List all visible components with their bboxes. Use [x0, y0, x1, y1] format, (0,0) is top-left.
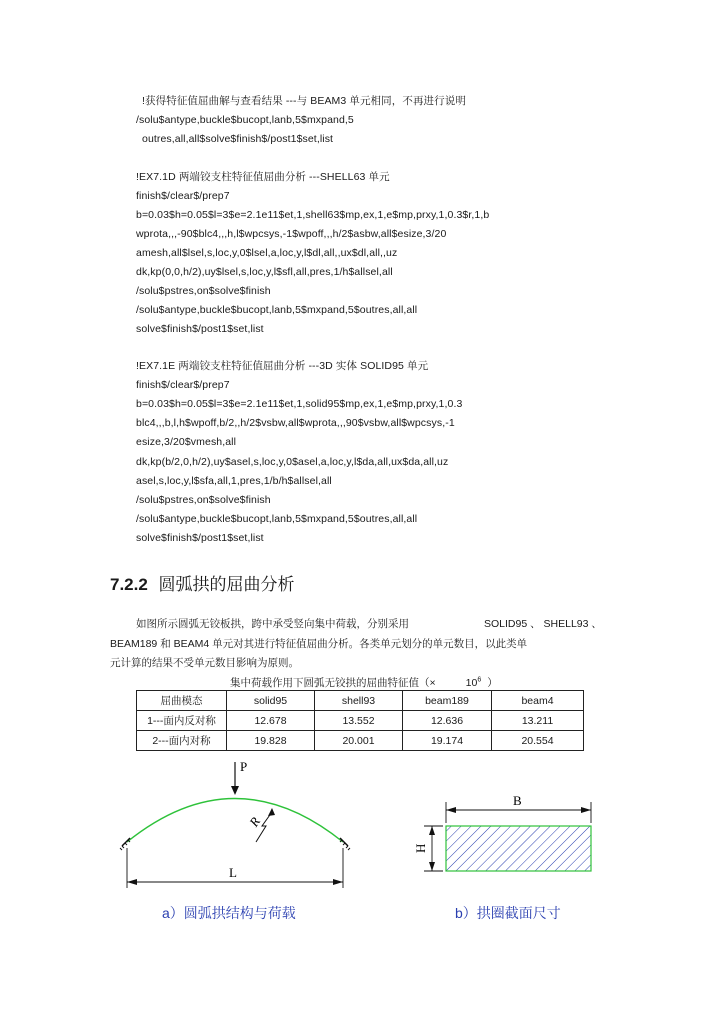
code-line: wprota,,,-90$blc4,,,h,l$wpcsys,-1$wpoff,,,h/2$asbw,all$esize,3/20 [136, 228, 447, 240]
height-arrow-bottom [429, 862, 435, 871]
paragraph-line: 元计算的结果不受单元数目影响为原则。 [110, 657, 299, 669]
label-r: R [246, 814, 264, 830]
table-cell: 20.554 [492, 731, 584, 751]
code-line: amesh,all$lsel,s,loc,y,0$lsel,a,loc,y,l$dl,all,,ux$dl,all,,uz [136, 247, 398, 259]
section-heading [110, 570, 295, 595]
table-header-row [137, 691, 584, 711]
code-line: finish$/clear$/prep7 [136, 379, 230, 391]
load-arrowhead [231, 786, 239, 795]
code-line: /solu$pstres,on$solve$finish [136, 494, 271, 506]
section-number: 7.2.2 [110, 575, 148, 594]
code-line: solve$finish$/post1$set,list [136, 532, 264, 544]
table-header: beam4 [492, 691, 584, 711]
code-line: /solu$antype,buckle$bucopt,lanb,5$mxpand,5$outres,all,all [136, 304, 418, 316]
table-cell: 19.828 [227, 731, 315, 751]
table-header: beam189 [403, 691, 492, 711]
table-cell: 19.174 [403, 731, 492, 751]
arch-curve [127, 799, 343, 843]
paragraph-line: 如图所示圆弧无铰板拱，跨中承受竖向集中荷载，分别采用 [136, 618, 409, 630]
code-line: outres,all,all$solve$finish$/post1$set,list [142, 133, 334, 145]
radius-arrowhead [268, 808, 275, 816]
label-l: L [229, 865, 237, 880]
table-header: solid95 [227, 691, 315, 711]
code-line: esize,3/20$vmesh,all [136, 436, 237, 448]
code-line: /solu$antype,buckle$bucopt,lanb,5$mxpand,5$outres,all,all [136, 513, 418, 525]
code-line: dk,kp(b/2,0,h/2),uy$asel,s,loc,y,0$asel,a,loc,y,l$da,all,ux$da,all,uz [136, 456, 449, 468]
label-h: H [413, 843, 428, 853]
figure-caption-b: b）拱圈截面尺寸 [455, 905, 561, 921]
section-title: 圆弧拱的屈曲分析 [158, 575, 295, 594]
table-caption: 集中荷载作用下圆弧无铰拱的屈曲特征值（× $10^6$ ） [230, 676, 498, 689]
code-line: /solu$pstres,on$solve$finish [136, 285, 271, 297]
table-header: 屈曲模态 [137, 691, 227, 711]
table-cell: 13.211 [492, 711, 584, 731]
code-line: blc4,,,b,l,h$wpoff,b/2,,h/2$vsbw,all$wprota,,,90$vsbw,all$wpcsys,-1 [136, 417, 455, 429]
table-cell: 2---面内对称 [137, 731, 227, 751]
section-rect [446, 826, 591, 871]
table-header: shell93 [315, 691, 403, 711]
code-line: !获得特征值屈曲解与查看结果 ---与 BEAM3 单元相同，不再进行说明 [142, 95, 466, 107]
code-line: !EX7.1E 两端铰支柱特征值屈曲分析 ---3D 实体 SOLID95 单元 [136, 360, 429, 372]
table-cell: 12.636 [403, 711, 492, 731]
span-arrow-left [127, 879, 137, 885]
span-arrow-right [333, 879, 343, 885]
table-cell: 1---面内反对称 [137, 711, 227, 731]
table-cell: 13.552 [315, 711, 403, 731]
height-arrow-top [429, 826, 435, 835]
code-line: b=0.03$h=0.05$l=3$e=2.1e11$et,1,solid95$mp,ex,1,e$mp,prxy,1,0.3 [136, 398, 463, 410]
width-arrow-left [446, 807, 456, 813]
code-line: dk,kp(0,0,h/2),uy$lsel,s,loc,y,l$sfl,all,pres,1/h$allsel,all [136, 266, 393, 278]
right-support [340, 838, 350, 850]
radius-line [256, 812, 272, 842]
table-cell: 20.001 [315, 731, 403, 751]
code-line: asel,s,loc,y,l$sfa,all,1,pres,1/b/h$allsel,all [136, 475, 332, 487]
code-line: !EX7.1D 两端铰支柱特征值屈曲分析 ---SHELL63 单元 [136, 171, 390, 183]
label-p: P [240, 759, 248, 774]
code-line: b=0.03$h=0.05$l=3$e=2.1e11$et,1,shell63$mp,ex,1,e$mp,prxy,1,0.3$r,1,b [136, 209, 490, 221]
table-row [137, 711, 584, 731]
paragraph-line: BEAM189 和 BEAM4 单元对其进行特征值屈曲分析。各类单元划分的单元数目，以此类单 [110, 638, 528, 650]
left-support [120, 838, 130, 850]
table-row [137, 731, 584, 751]
width-arrow-right [581, 807, 591, 813]
paragraph-line: SOLID95 、 SHELL93 、 [484, 618, 602, 630]
table-cell: 12.678 [227, 711, 315, 731]
code-line: solve$finish$/post1$set,list [136, 323, 264, 335]
code-line: /solu$antype,buckle$bucopt,lanb,5$mxpand,5 [136, 114, 354, 126]
label-b: B [513, 793, 522, 808]
code-line: finish$/clear$/prep7 [136, 190, 230, 202]
buckling-table [136, 690, 584, 751]
figure-caption-a: a）圆弧拱结构与荷载 [162, 905, 296, 921]
